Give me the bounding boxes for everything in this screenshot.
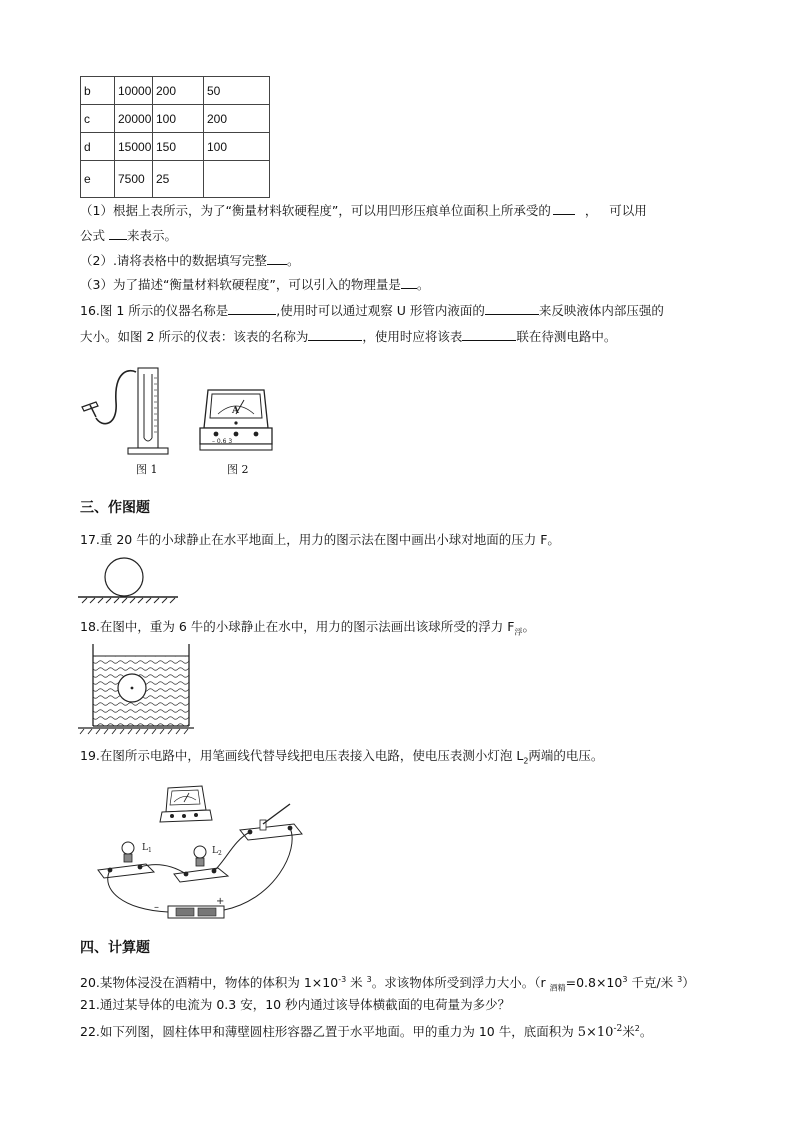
section-heading-3: 三、作图题 [80,500,150,516]
table-cell: 10000 [115,77,153,105]
circuit-figure [94,780,306,926]
q15-p1-text: （1）根据上表所示，为了“衡量材料软硬程度”，可以用凹形压痕单位面积上所承受的 [80,203,551,218]
table-cell: d [81,133,115,161]
q20-line [80,971,695,998]
answer-blank[interactable] [553,202,575,215]
answer-blank[interactable] [109,227,127,240]
q22-exp: -2 [613,1024,623,1034]
table-row [81,77,270,105]
q15-p3-end: 。 [416,277,430,292]
answer-blank[interactable] [485,302,539,315]
q16-line2 [80,328,616,346]
q19-sub: 2 [523,756,529,766]
q15-part1-cont [80,227,177,245]
battery-minus: – [154,902,159,913]
q15-p3-text: （3）为了描述“衡量材料软硬程度”，可以引入的物理量是 [80,277,401,292]
q18-text: 18.在图中，重为 6 牛的小球静止在水中，用力的图示法画出该球所受的浮力 F [80,619,515,634]
ball-on-ground-figure [78,555,182,607]
q20-end3: ） [682,975,695,991]
q17-text: 17.重 20 牛的小球静止在水平地面上，用力的图示法在图中画出小球对地面的压力 F。 [80,532,560,547]
table-cell: 20000 [115,105,153,133]
q16-text-f: 联在待测电路中。 [516,329,617,344]
section-heading-4: 四、计算题 [80,940,150,956]
table-cell: 200 [153,77,204,105]
table-cell: b [81,77,115,105]
q20-end: =0.8×10 [565,975,623,991]
table-cell: 25 [153,161,204,198]
table-cell: 7500 [115,161,153,198]
q16-text-d: 大小。如图 2 所示的仪表：该表的名称为 [80,329,309,344]
q15-formula-end: 来表示。 [127,228,178,243]
q19-end: 两端的电压。 [528,748,604,763]
q18-line [80,618,535,642]
table-cell: c [81,105,115,133]
q15-formula-label: 公式 [80,228,106,243]
meter-letter: A [232,406,239,416]
q22-line [80,1020,652,1042]
ammeter-figure [198,386,274,456]
table-row [81,105,270,133]
ball-in-water-figure [78,644,194,736]
q19-text: 19.在图所示电路中，用笔画线代替导线把电压表接入电路，使电压表测小灯泡 L [80,748,524,763]
q15-part2 [80,252,299,270]
q15-p2-text: （2）.请将表格中的数据填写完整 [80,253,267,268]
q20-exp4: 3 [677,975,683,984]
meter-terminals: – 0.6 3 [212,438,233,445]
fig2-caption: 图 2 [227,463,249,476]
q22-unit: 米 [622,1024,635,1040]
q16-line1 [80,302,664,320]
q20-text: 20.某物体浸没在酒精中，物体的体积为 1×10 [80,975,339,991]
manometer-figure [78,362,178,457]
q15-part3 [80,276,429,294]
table-cell: e [81,161,115,198]
data-table [80,76,270,198]
q16-text-e: ，使用时应将该表 [362,329,463,344]
q16-text-b: ,使用时可以通过观察 U 形管内液面的 [276,303,485,318]
fig1-caption: 图 1 [136,463,158,476]
answer-blank[interactable] [462,328,516,341]
q20-exp: -3 [338,975,347,984]
q16-text-c: 来反映液体内部压强的 [538,303,664,318]
answer-blank[interactable] [308,328,362,341]
table-cell: 100 [153,105,204,133]
table-cell [204,161,270,198]
q20-mid: 米 [346,975,367,991]
table-cell: 15000 [115,133,153,161]
table-cell: 50 [204,77,270,105]
q20-end2: 千克/米 [627,975,678,991]
q15-p1-comma: ， [584,203,598,218]
q19-line [80,747,603,771]
label-l2: $L_2$ [212,846,222,857]
q22-exp2: 2 [634,1024,640,1033]
answer-blank[interactable] [228,302,276,315]
table-cell: 150 [153,133,204,161]
q18-end: 。 [522,619,535,634]
q20-exp2: 3 [366,975,372,984]
answer-blank[interactable] [267,252,287,265]
answer-blank[interactable] [401,276,417,289]
q18-sub: 浮 [514,627,523,637]
q22-text: 22.如下列图，圆柱体甲和薄壁圆柱形容器乙置于水平地面。甲的重力为 10 牛，底面积为 [80,1024,578,1040]
q20-exp3: 3 [622,975,628,984]
table-row [81,161,270,198]
table-row [81,133,270,161]
label-l1: $L_1$ [142,843,152,854]
voltmeter-icon [160,786,212,822]
table-cell: 100 [204,133,270,161]
q20-mid2: 。求该物体所受到浮力大小。（r [371,975,550,991]
q16-text-a: 16.图 1 所示的仪器名称是 [80,303,229,318]
q22-math: 5×10 [577,1025,614,1041]
q15-p2-end: 。 [286,253,300,268]
battery-plus: + [216,896,225,907]
q15-p1-text2: 可以用 [609,203,647,218]
q22-end: 。 [639,1024,653,1040]
q21-text: 21.通过某导体的电流为 0.3 安，10 秒内通过该导体横截面的电荷量为多少？ [80,997,511,1012]
table-cell: 200 [204,105,270,133]
q15-part1 [80,202,647,220]
q20-sub: 酒精 [549,983,566,993]
